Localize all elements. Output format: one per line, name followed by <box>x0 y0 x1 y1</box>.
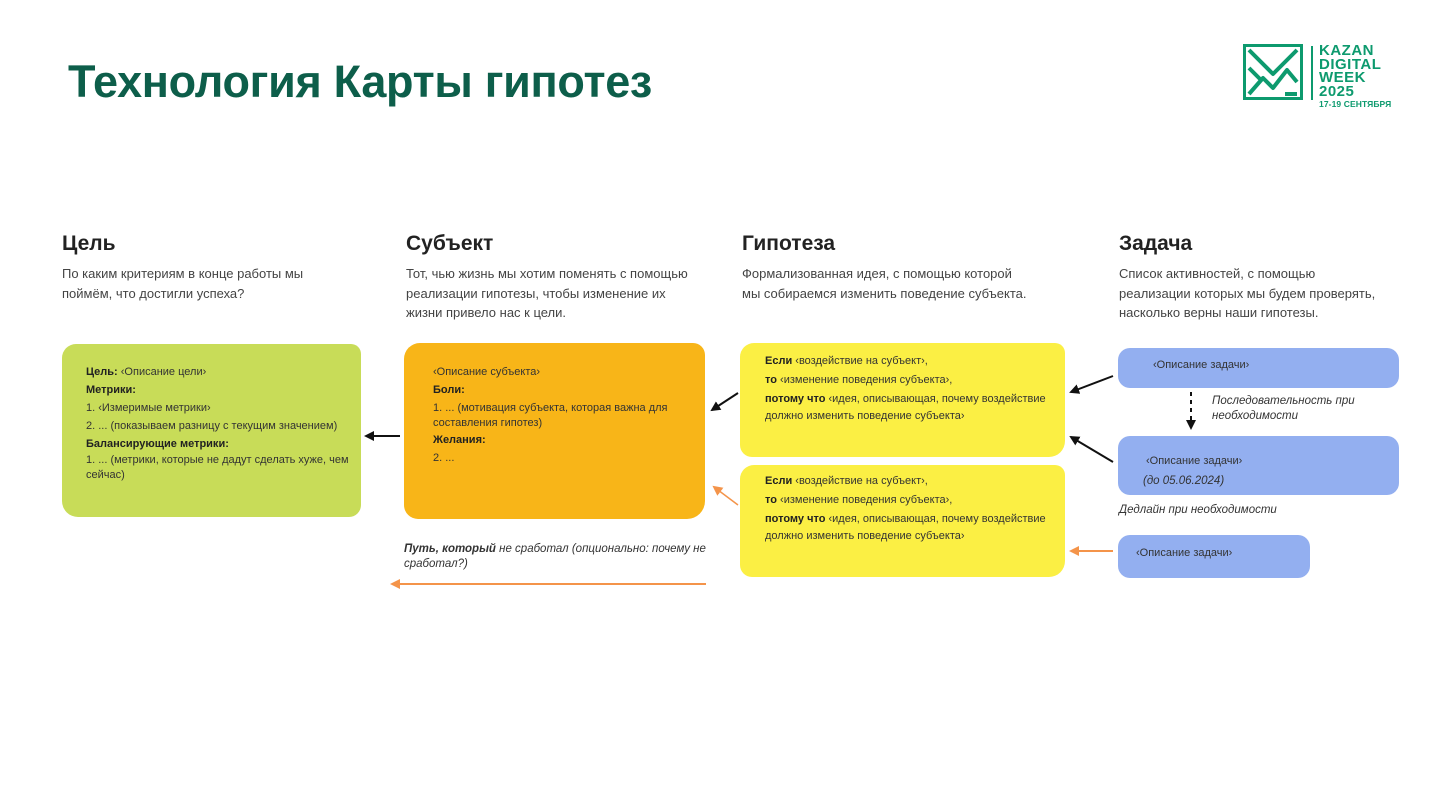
pain-item-1-cont: составления гипотез) <box>433 417 543 429</box>
failed-path-line2: сработал?) <box>404 558 468 570</box>
task-2-description: ‹Описание задачи› <box>1146 455 1243 467</box>
failed-path-rest: не сработал (опционально: почему не <box>495 543 706 555</box>
task-desc-line2: реализации которых мы будем проверять, <box>1119 285 1376 301</box>
because-label: потому что <box>765 513 826 525</box>
then-value: ‹изменение поведения субъекта›, <box>780 494 953 506</box>
wish-item-2: 2. ... <box>433 452 455 464</box>
metric-item-2: 2. ... (показываем разницу с текущим значением) <box>86 420 338 432</box>
if-value: ‹воздействие на субъект›, <box>795 475 928 487</box>
logo-line-3: WEEK 2025 <box>1319 69 1366 100</box>
goal-label: Цель: <box>86 366 118 378</box>
because-label: потому что <box>765 393 826 405</box>
then-value: ‹изменение поведения субъекта›, <box>780 374 953 386</box>
sequence-note-line2: необходимости <box>1212 410 1298 422</box>
hypothesis-heading: Гипотеза <box>742 232 836 255</box>
hypothesis-desc-line1: Формализованная идея, с помощью которой <box>742 266 1012 281</box>
subject-heading: Субъект <box>406 232 494 255</box>
logo-line-1: KAZAN <box>1319 42 1374 59</box>
subject-description: ‹Описание субъекта› <box>433 366 541 378</box>
goal-desc-line1: По каким критериям в конце работы мы <box>62 266 304 281</box>
logo-line-4: 17-19 СЕНТЯБРЯ <box>1319 99 1392 109</box>
deadline-note: Дедлайн при необходимости <box>1119 504 1277 516</box>
task-desc-line3: насколько верны наши гипотезы. <box>1119 305 1319 320</box>
logo-line-2: DIGITAL <box>1319 55 1382 73</box>
goal-desc-line2: поймём, что достигли успеха? <box>62 285 245 301</box>
metrics-label: Метрики: <box>86 384 136 396</box>
because-value: ‹идея, описывающая, почему воздействие <box>828 513 1046 525</box>
task-heading: Задача <box>1119 232 1193 255</box>
subject-desc-line2: реализации гипотезы, чтобы изменение их <box>406 285 666 301</box>
task-desc-line1: Список активностей, с помощью <box>1119 266 1316 281</box>
balancing-metric-item-1: 1. ... (метрики, которые не дадут сделать хуже, чем <box>86 454 349 466</box>
arrow-task2-to-hypothesis1 <box>1071 437 1113 462</box>
wishes-label: Желания: <box>433 434 486 446</box>
arrow-hypothesis-to-subject <box>712 393 738 410</box>
because-value: ‹идея, описывающая, почему воздействие <box>828 393 1046 405</box>
subject-desc-line1: Тот, чью жизнь мы хотим поменять с помощью <box>406 266 688 281</box>
page-title: Технология Карты гипотез <box>68 56 652 107</box>
hypothesis-because-line-2: должно изменить поведение субъекта› <box>765 410 965 422</box>
failed-path-bold: Путь, который <box>404 543 496 555</box>
metric-item-1: 1. ‹Измеримые метрики› <box>86 402 211 414</box>
hypothesis-desc-line2: мы собираемся изменить поведение субъекта. <box>742 285 1027 301</box>
if-label: Если <box>765 355 793 367</box>
hypothesis-because-line-2: должно изменить поведение субъекта› <box>765 530 965 542</box>
then-label: то <box>765 494 777 506</box>
subject-desc-line3: жизни привело нас к цели. <box>406 305 567 320</box>
task-1-description: ‹Описание задачи› <box>1153 359 1250 371</box>
pain-item-1: 1. ... (мотивация субъекта, которая важна для <box>433 402 668 414</box>
goal-heading: Цель <box>62 232 116 255</box>
arrow-hypothesis2-to-subject-failed <box>714 487 738 505</box>
pains-label: Боли: <box>433 384 465 396</box>
balancing-metrics-label: Балансирующие метрики: <box>86 438 229 450</box>
task-3-description: ‹Описание задачи› <box>1136 547 1233 559</box>
if-value: ‹воздействие на субъект›, <box>795 355 928 367</box>
balancing-metric-item-1-cont: сейчас) <box>86 469 125 481</box>
if-label: Если <box>765 475 793 487</box>
arrow-task1-to-hypothesis1 <box>1071 376 1113 392</box>
goal-value: ‹Описание цели› <box>120 366 207 378</box>
task-2-deadline: (до 05.06.2024) <box>1143 475 1225 487</box>
sequence-note-line1: Последовательность при <box>1212 395 1355 407</box>
then-label: то <box>765 374 777 386</box>
